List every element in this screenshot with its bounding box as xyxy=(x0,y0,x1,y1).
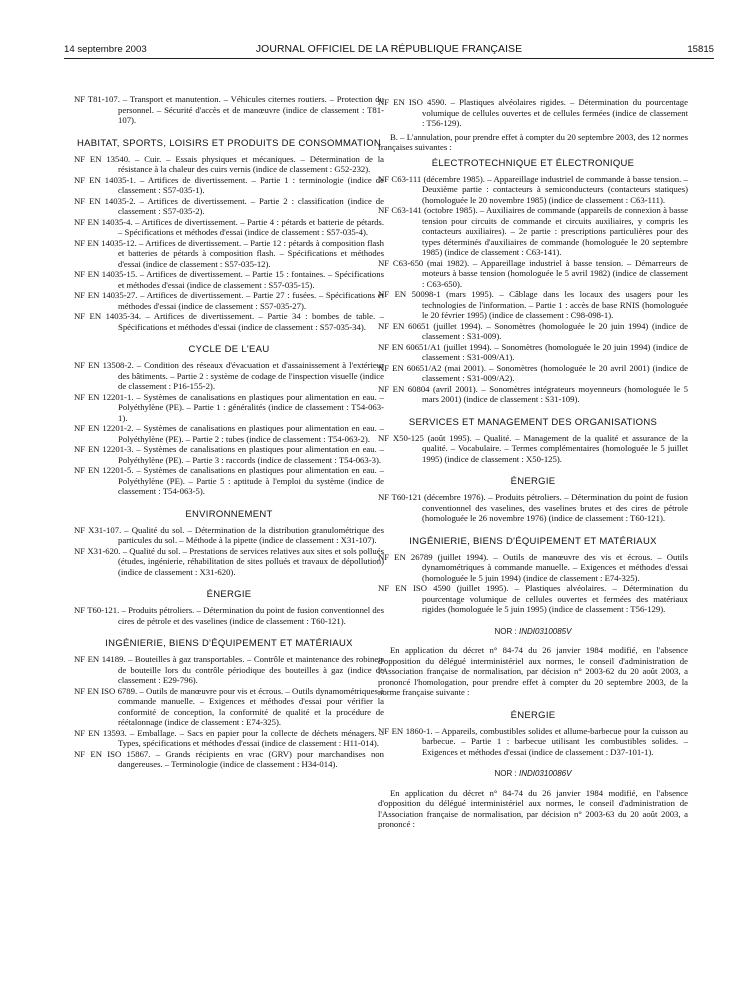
section-heading: ÉNERGIE xyxy=(510,709,556,721)
norm-entry: NF EN ISO 6789. – Outils de manœuvre pour vis et écrous. – Outils dynamométriques à commande manuelle. – Exigences et méthodes d'essai pour vérifier la conformité de conception, la conformité de qualité et la procédure de réétalonnage (indice de classement : E74-325). xyxy=(74,685,384,727)
right-column xyxy=(378,97,688,830)
norm-entry: NF EN 12201-1. – Systèmes de canalisations en plastiques pour alimentation en eau. – Polyéthylène (PE). – Partie 1 : généralités (indice de classement : T54-063-1). xyxy=(74,391,384,423)
norm-entry: NF EN 14189. – Bouteilles à gaz transportables. – Contrôle et maintenance des robinets de bouteille lors du contrôle périodique des bouteilles à gaz (indice de classement : E29-796). xyxy=(74,654,384,685)
norm-entry: NF EN 50098-1 (mars 1995). – Câblage dans les locaux des usagers pour les technologies de l'information. – Partie 1 : accès de base RNIS (homologuée le 20 février 1995) (indice de classement : C98-098-1). xyxy=(378,289,688,320)
norm-entry: NF X31-620. – Qualité du sol. – Prestations de services relatives aux sites et sols pollués (études, ingénierie, réhabilitation de sites pollués et travaux de dépollution) (indice de classement : X31-620). xyxy=(74,545,384,577)
norm-entry: NF EN 13540. – Cuir. – Essais physiques et mécaniques. – Détermination de la résistance à la chaleur des cuirs vernis (indice de classement : G52-232). xyxy=(74,153,384,174)
entry-list xyxy=(378,174,688,405)
norm-entry: NF EN 13508-2. – Condition des réseaux d'évacuation et d'assainissement à l'extérieur des bâtiments. – Partie 2 : système de codage de l'inspection visuelle (indice de classement : P16-155-2). xyxy=(74,360,384,391)
norm-entry: NF EN 26789 (juillet 1994). – Outils de manœuvre des vis et écrous. – Outils dynamométriques à commande manuelle. – Exigences et méthodes d'essai (homologuée le 5 juin 1994) (indice de classement : E74-325). xyxy=(378,551,688,583)
norm-entry: NF C63-650 (mai 1982). – Appareillage industriel à basse tension. – Démarreurs de moteurs à basse tension (homologuée le 5 avril 1982) (indice de classement : C63-650). xyxy=(378,257,688,289)
annulation-paragraph: B. – L'annulation, pour prendre effet à compter du 20 septembre 2003, des 12 normes françaises suivantes : xyxy=(378,131,688,152)
norm-entry: NF EN 14035-27. – Artifices de divertissement. – Partie 27 : fusées. – Spécifications et méthodes d'essai (indice de classement : S57-035-27). xyxy=(74,290,384,311)
section-heading: INGÉNIERIE, BIENS D'ÉQUIPEMENT ET MATÉRIAUX xyxy=(105,638,353,649)
page-number: 15815 xyxy=(687,44,714,55)
page-header xyxy=(64,44,714,58)
norm-entry: NF EN 14035-1. – Artifices de divertissement. – Partie 1 : terminologie (indice de classement : S57-035-1). xyxy=(74,174,384,195)
norm-entry: NF EN 14035-2. – Artifices de divertissement. – Partie 2 : classification (indice de classement : S57-035-2). xyxy=(74,195,384,216)
norm-entry: NF EN 14035-4. – Artifices de divertissement. – Partie 4 : pétards et batterie de pétards. – Spécifications et méthodes d'essai (indice de classement : S57-035-4). xyxy=(74,216,384,237)
section-heading: INGÉNIERIE, BIENS D'ÉQUIPEMENT ET MATÉRIAUX xyxy=(409,535,657,547)
norm-entry: NF EN ISO 15867. – Grands récipients en vrac (GRV) pour marchandises non dangereuses. – Terminologie (indice de classement : H34-014). xyxy=(74,748,384,769)
section-heading: ENVIRONNEMENT xyxy=(185,508,273,520)
entry-list xyxy=(74,525,384,578)
section-heading: HABITAT, SPORTS, LOISIRS ET PRODUITS DE CONSOMMATION xyxy=(77,137,381,149)
section-heading: ÉNERGIE xyxy=(510,476,556,487)
norm-entry: NF EN 60651/A2 (mai 2001). – Sonomètres (homologuée le 20 avril 2001) (indice de classement : S31-009/A2). xyxy=(378,362,688,383)
entry-list xyxy=(378,492,688,524)
norm-entry: NF X50-125 (août 1995). – Qualité. – Management de la qualité et assurance de la qualité. – Vocabulaire. – Termes complémentaires (homologuée le 5 juillet 1995) (indice de classement : X50-125). xyxy=(378,432,688,464)
section-heading: ÉNERGIE xyxy=(206,589,252,600)
norm-entry: NF EN 60804 (avril 2001). – Sonomètres intégrateurs moyenneurs (homologuée le 5 mars 2001) (indice de classement : S31-109). xyxy=(378,383,688,404)
entry-list xyxy=(378,726,688,758)
norm-entry: NF T60-121. – Produits pétroliers. – Détermination du point de fusion conventionnel des cires de pétrole et des vaselines (indice de classement : T60-121). xyxy=(74,605,384,626)
section-heading: SERVICES ET MANAGEMENT DES ORGANISATIONS xyxy=(408,416,658,428)
section-heading: ÉLECTROTECHNIQUE ET ÉLECTRONIQUE xyxy=(431,157,635,169)
norm-entry: NF EN 60651/A1 (juillet 1994). – Sonomètres (homologuée le 20 juin 1994) (indice de classement : S31-009/A1). xyxy=(378,341,688,362)
header-rule xyxy=(64,58,714,59)
norm-entry: NF EN 1860-1. – Appareils, combustibles solides et allume-barbecue pour la cuisson au barbecue. – Partie 1 : barbecue utilisant les combustibles solides. – Exigences et méthodes d'essai (indice de classement : D37-101-1). xyxy=(378,725,688,757)
norm-entry: NF EN 60651 (juillet 1994). – Sonomètres (homologuée le 20 juin 1994) (indice de classement : S31-009). xyxy=(378,320,688,341)
norm-entry: NF C63-111 (décembre 1985). – Appareillage industriel de commande à basse tension. – Deuxième partie : contacteurs à semiconducteurs (contacteurs statiques) (homologuée le 20 novembre 1985) (indice de classement : C63-111). xyxy=(378,173,688,205)
entry-list xyxy=(74,360,384,497)
header-date: 14 septembre 2003 xyxy=(64,44,147,55)
norm-entry: NF EN ISO 4590. – Plastiques alvéolaires rigides. – Détermination du pourcentage volumique de cellules ouvertes et de cellules fermées (indice de classement : T56-129). xyxy=(378,97,688,128)
left-column xyxy=(74,94,384,770)
nor-reference xyxy=(378,627,688,638)
nor-label: NOR : xyxy=(494,769,519,778)
norm-entry: NF EN 14035-34. – Artifices de divertissement. – Partie 34 : bombes de table. – Spécifications et méthodes d'essai (indice de classement : S57-035-34). xyxy=(74,311,384,332)
norm-entry: NF EN 14035-12. – Artifices de divertissement. – Partie 12 : pétards à composition flash et batteries de pétards à composition flash. – Spécifications et méthodes d'essai (indice de classement : S57-035-12). xyxy=(74,237,384,269)
section-heading: CYCLE DE L'EAU xyxy=(188,344,270,355)
norm-entry: NF EN 12201-2. – Systèmes de canalisations en plastiques pour alimentation en eau. – Polyéthylène (PE). – Partie 2 : tubes (indice de classement : T54-063-2). xyxy=(74,423,384,444)
decree-paragraph: En application du décret n° 84-74 du 26 janvier 1984 modifié, en l'absence d'opposition du délégué interministériel aux normes, le conseil d'administration de l'Association française de normalisation, par décision n° 2003-63 du 20 août 2003, a prononcé : xyxy=(378,787,688,829)
nor-label: NOR : xyxy=(494,626,519,636)
norm-entry: NF EN 12201-5. – Systèmes de canalisations en plastiques pour alimentation en eau. – Polyéthylène (PE). – Partie 5 : aptitude à l'emploi du système (indice de classement : T54-063-5). xyxy=(74,465,384,496)
norm-entry: NF X31-107. – Qualité du sol. – Détermination de la distribution granulométrique des particules du sol. – Méthode à la pipette (indice de classement : X31-107). xyxy=(74,524,384,545)
norm-entry: NF T60-121 (décembre 1976). – Produits pétroliers. – Détermination du point de fusion conventionnel des vaselines, des vaselines brutes et des cires de pétrole (homologuée le 26 novembre 1976) (indice de classement : T60-121). xyxy=(378,492,688,523)
nor-reference xyxy=(378,769,688,780)
norm-entry: NF EN 13593. – Emballage. – Sacs en papier pour la collecte de déchets ménagers. – Types, spécifications et méthodes d'essai (indice de classement : H11-014). xyxy=(74,727,384,748)
decree-paragraph: En application du décret n° 84-74 du 26 janvier 1984 modifié, en l'absence d'opposition du délégué interministériel aux normes, le conseil d'administration de l'Association française de normalisation, par décision n° 2003-62 du 20 août 2003, a prononcé l'homologation, pour prendre effet à compter du 20 septembre 2003, de la norme française suivante : xyxy=(378,645,688,697)
nor-code: INDI0310086V xyxy=(518,769,572,778)
entry-list xyxy=(378,552,688,615)
entry-list xyxy=(378,433,688,465)
entry-list xyxy=(74,654,384,770)
nor-code: INDI0310085V xyxy=(518,626,572,636)
entry-list xyxy=(74,605,384,626)
norm-entry: NF EN ISO 4590 (juillet 1995). – Plastiques alvéolaires. – Détermination du pourcentage volumique de cellules ouvertes et fermées des matériaux rigides (homologuée le 5 juin 1995) (indice de classement : T56-129). xyxy=(378,583,688,614)
norm-entry: NF T81-107. – Transport et manutention. – Véhicules citernes routiers. – Protection du personnel. – Sécurité d'accès et de manœuvre (indice de classement : T81-107). xyxy=(74,94,384,125)
entry-list xyxy=(74,154,384,333)
norm-entry: NF C63-141 (octobre 1985). – Auxiliaires de commande (appareils de connexion à basse tension pour circuits de commande et circuits auxiliaires, y compris les contacteurs auxiliaires). – 2e partie : prescriptions particulières pour des types déterminés d'auxiliaires de commande (homologuée le 20 septembre 1985) (indice de classement : C63-141). xyxy=(378,205,688,257)
journal-title: JOURNAL OFFICIEL DE LA RÉPUBLIQUE FRANÇAISE xyxy=(255,44,523,55)
norm-entry: NF EN 12201-3. – Systèmes de canalisations en plastiques pour alimentation en eau. – Polyéthylène (PE). – Partie 3 : raccords (indice de classement : T54-063-3). xyxy=(74,444,384,465)
norm-entry: NF EN 14035-15. – Artifices de divertissement. – Partie 15 : fontaines. – Spécifications et méthodes d'essai (indice de classement : S57-035-15). xyxy=(74,269,384,290)
